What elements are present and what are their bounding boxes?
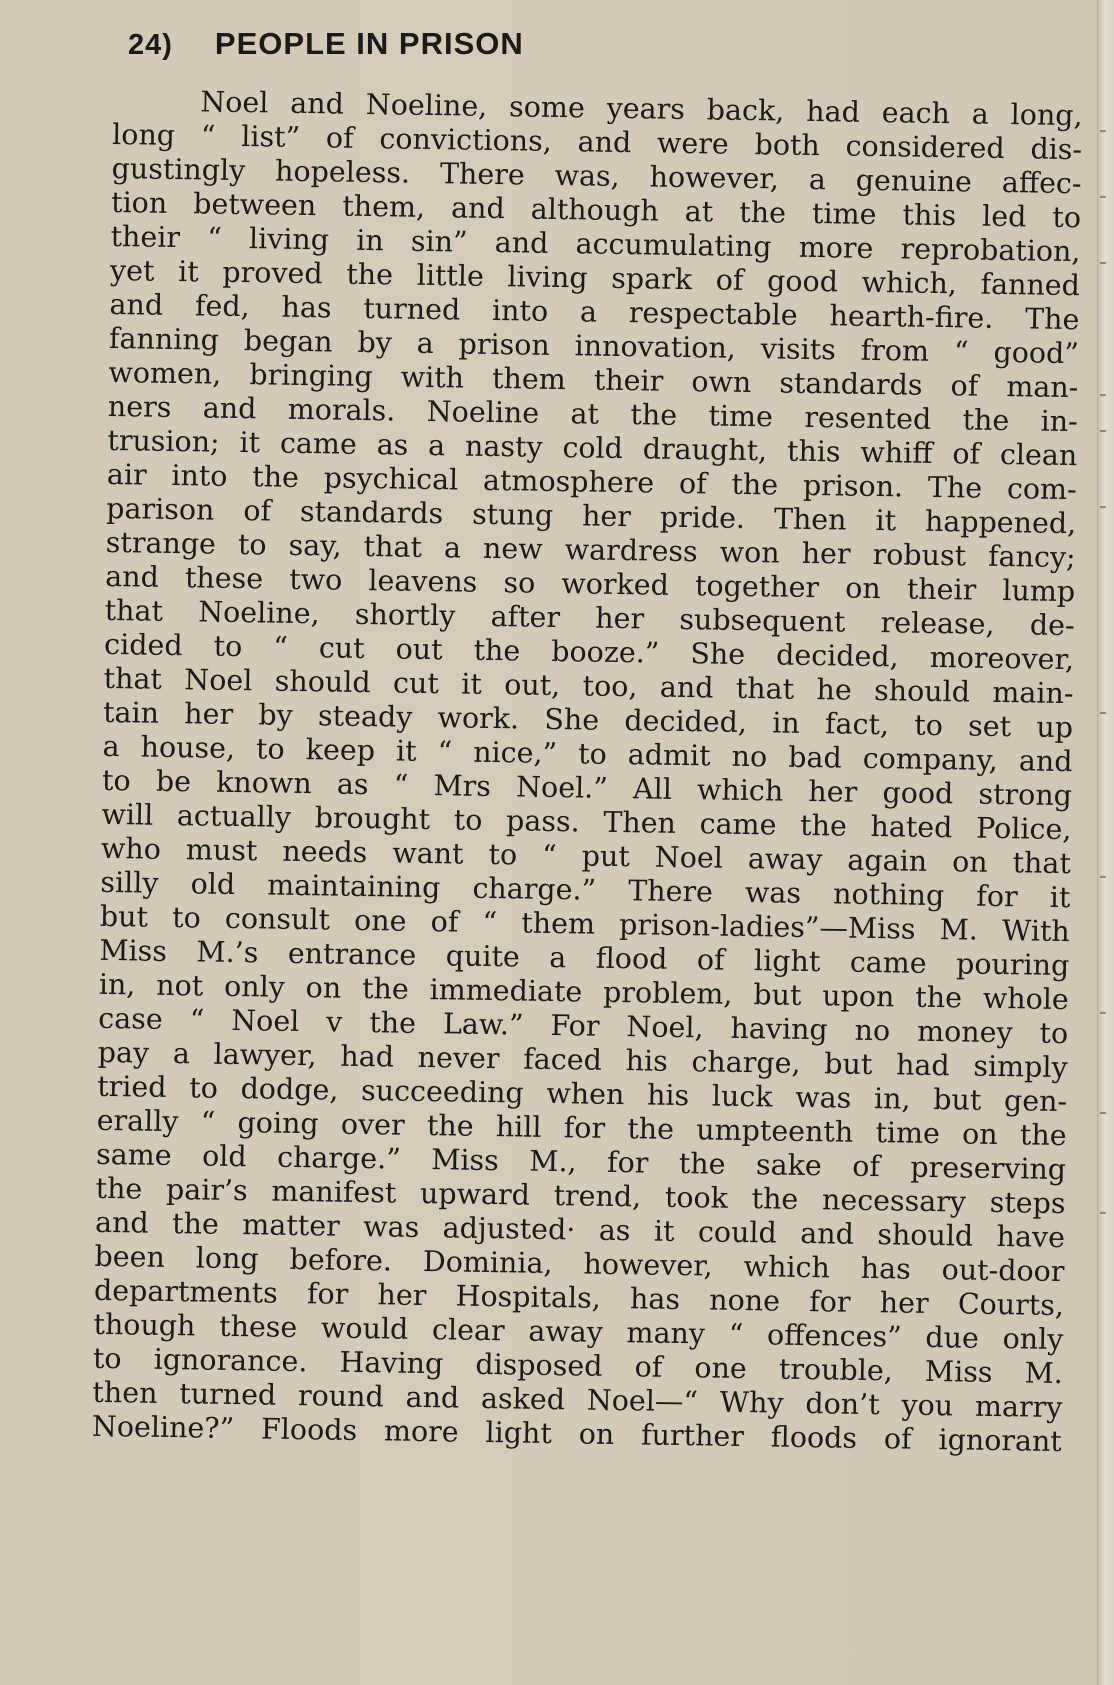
text-line: parison of standards stung her pride. Then it happened,	[106, 491, 1077, 541]
text-line: strange to say, that a new wardress won her robust fancy;	[105, 525, 1076, 575]
text-line: to ignorance. Having disposed of one trouble, Miss M.	[92, 1341, 1064, 1391]
text-line: pay a lawyer, had never faced his charge, but had simply	[97, 1035, 1068, 1085]
text-line: case “ Noel v the Law.” For Noel, having no money to	[98, 1001, 1069, 1051]
text-line: their “ living in sin” and accumulating more reprobation,	[110, 219, 1081, 269]
text-line: silly old maintaining charge.” There was nothing for it	[100, 865, 1071, 915]
text-line: ners and morals. Noeline at the time resented the in-	[107, 389, 1079, 439]
text-line: women, bringing with them their own standards of man-	[108, 355, 1079, 405]
text-line: cided to “ cut out the booze.” She decided, moreover,	[103, 627, 1075, 677]
page-header	[128, 26, 524, 62]
text-line: a house, to keep it “ nice,” to admit no bad company, and	[102, 729, 1073, 779]
text-line: tain her by steady work. She decided, in fact, to set up	[102, 695, 1074, 745]
text-line: who must needs want to “ put Noel away again on that	[100, 831, 1072, 881]
text-line: erally “ going over the hill for the umpteenth time on the	[96, 1103, 1067, 1153]
text-line: though these would clear away many “ offences” due only	[93, 1307, 1064, 1357]
text-line: Miss M.’s entrance quite a flood of light came pouring	[99, 933, 1070, 983]
text-line: the pair’s manifest upward trend, took the necessary steps	[95, 1171, 1066, 1221]
text-line: tion between them, and although at the time this led to	[110, 185, 1082, 235]
text-line: air into the psychical atmosphere of the prison. The com-	[106, 457, 1078, 507]
text-line: tried to dodge, succeeding when his luck was in, but gen-	[96, 1069, 1068, 1119]
edge-mark	[1100, 196, 1106, 198]
text-line: that Noeline, shortly after her subsequent release, de-	[104, 593, 1075, 643]
edge-mark	[1100, 1112, 1106, 1114]
edge-mark	[1100, 1012, 1106, 1014]
body-paragraph	[92, 84, 1083, 1459]
text-line: same old charge.” Miss M., for the sake of preserving	[95, 1137, 1067, 1187]
text-line: and the matter was adjusted· as it could and should have	[94, 1205, 1066, 1255]
edge-mark	[1100, 1212, 1106, 1214]
text-line: been long before. Dominia, however, which has out-door	[94, 1239, 1065, 1289]
text-line: gustingly hopeless. There was, however, a genuine affec-	[111, 151, 1082, 201]
text-line: in, not only on the immediate problem, but upon the whole	[98, 967, 1069, 1017]
page-number: 24)	[128, 29, 173, 61]
edge-mark	[1100, 130, 1106, 132]
running-title: PEOPLE IN PRISON	[214, 26, 524, 61]
text-line: trusion; it came as a nasty cold draught, this whiff of clean	[107, 423, 1078, 473]
text-line: departments for her Hospitals, has none for her Courts,	[93, 1273, 1065, 1323]
text-line: and these two leavens so worked together on their lump	[105, 559, 1076, 609]
text-line: fanning began by a prison innovation, visits from “ good”	[108, 321, 1080, 371]
edge-mark	[1100, 712, 1106, 714]
edge-mark	[1100, 506, 1106, 508]
edge-mark	[1100, 876, 1106, 878]
text-line: to be known as “ Mrs Noel.” All which her good strong	[101, 763, 1073, 813]
text-line: that Noel should cut it out, too, and that he should main-	[103, 661, 1074, 711]
text-line: will actually brought to pass. Then came the hated Police,	[101, 797, 1072, 847]
text-line: Noeline?” Floods more light on further floods of ignorant	[91, 1409, 1063, 1459]
edge-marks	[1100, 0, 1110, 1685]
edge-mark	[1100, 394, 1106, 396]
edge-mark	[1100, 262, 1106, 264]
edge-mark	[1100, 430, 1106, 432]
text-line: then turned round and asked Noel—“ Why don’t you marry	[92, 1375, 1063, 1425]
text-line: and fed, has turned into a respectable hearth-fire. The	[109, 287, 1080, 337]
text-line: Noel and Noeline, some years back, had each a long,	[112, 84, 1083, 133]
text-line: yet it proved the little living spark of good which, fanned	[109, 253, 1081, 303]
text-line: long “ list” of convictions, and were both considered dis-	[111, 117, 1083, 167]
text-line: but to consult one of “ them prison-ladies”—Miss M. With	[99, 899, 1071, 949]
adjacent-page-edge	[1097, 0, 1114, 1685]
